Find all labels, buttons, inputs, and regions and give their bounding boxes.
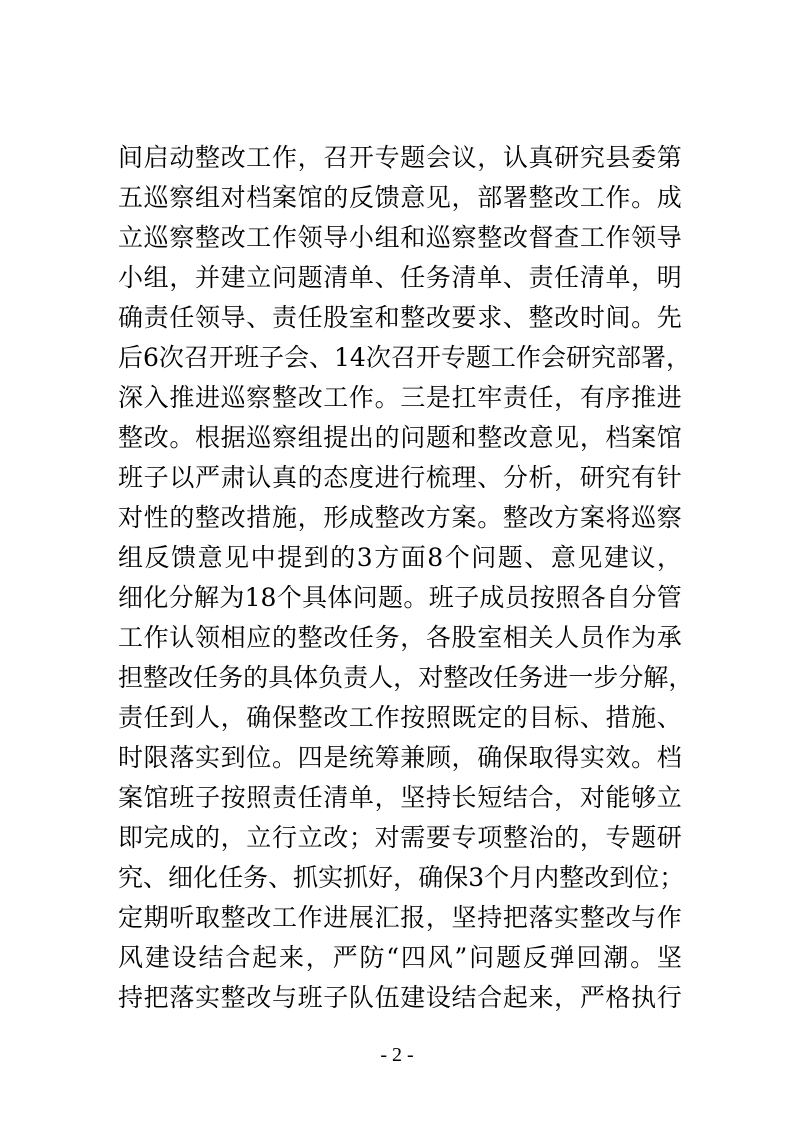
text-line: 深 入 推 进 巡 察 整 改 工 作 。 三 是 扛 牢 责 任 ， 有 序 推 进 — [118, 383, 682, 412]
text-line: 时 限 落 实 到 位 。 四 是 统 筹 兼 顾 ， 确 保 取 得 实 效 。 档 — [118, 743, 682, 772]
text-line: 组 反 馈 意 见 中 提 到 的 3 方 面 8 个 问 题 、 意 见 建 议 ， — [118, 543, 682, 572]
text-line: 责 任 到 人 ， 确 保 整 改 工 作 按 照 既 定 的 目 标 、 措 施 、 — [118, 703, 682, 732]
page-number: - 2 - — [380, 1044, 414, 1066]
text-line: 持 把 落 实 整 改 与 班 子 队 伍 建 设 结 合 起 来 ， 严 格 执 行 — [118, 983, 682, 1012]
text-line: 班 子 以 严 肃 认 真 的 态 度 进 行 梳 理 、 分 析 ， 研 究 有 针 — [118, 463, 682, 492]
text-line: 小 组 ， 并 建 立 问 题 清 单 、 任 务 清 单 、 责 任 清 单 ， 明 — [118, 263, 682, 292]
text-line: 担 整 改 任 务 的 具 体 负 责 人 ， 对 整 改 任 务 进 一 步 分 解 ， — [118, 663, 694, 692]
document-body — [118, 138, 694, 1018]
text-line: 即 完 成 的 ， 立 行 立 改 ； 对 需 要 专 项 整 治 的 ， 专 题 研 — [118, 823, 682, 852]
text-line: 工 作 认 领 相 应 的 整 改 任 务 ， 各 股 室 相 关 人 员 作 为 承 — [118, 623, 682, 652]
text-line: 究 、 细 化 任 务 、 抓 实 抓 好 ， 确 保 3 个 月 内 整 改 到 位 ； — [118, 863, 685, 892]
text-line: 对 性 的 整 改 措 施 ， 形 成 整 改 方 案 。 整 改 方 案 将 巡 察 — [118, 503, 682, 532]
text-line: 五 巡 察 组 对 档 案 馆 的 反 馈 意 见 ， 部 署 整 改 工 作 。 成 — [118, 183, 682, 212]
text-line: 定 期 听 取 整 改 工 作 进 展 汇 报 ， 坚 持 把 落 实 整 改 与 作 — [118, 903, 682, 932]
text-line: 整 改 。 根 据 巡 察 组 提 出 的 问 题 和 整 改 意 见 ， 档 案 馆 — [118, 423, 682, 452]
text-line: 细 化 分 解 为 18 个 具 体 问 题 。 班 子 成 员 按 照 各 自 分 管 — [118, 583, 682, 612]
text-line: 案 馆 班 子 按 照 责 任 清 单 ， 坚 持 长 短 结 合 ， 对 能 够 立 — [118, 783, 682, 812]
text-line: 后 6 次 召 开 班 子 会 、 14 次 召 开 专 题 工 作 会 研 究 部 署 ， — [118, 343, 692, 372]
text-line: 风 建 设 结 合 起 来 ， 严 防 “ 四 风 ” 问 题 反 弹 回 潮 。 坚 — [118, 943, 682, 972]
text-line: 确 责 任 领 导 、 责 任 股 室 和 整 改 要 求 、 整 改 时 间 。 先 — [118, 303, 682, 332]
text-line: 立 巡 察 整 改 工 作 领 导 小 组 和 巡 察 整 改 督 查 工 作 领 导 — [118, 223, 682, 252]
text-line: 间 启 动 整 改 工 作 ， 召 开 专 题 会 议 ， 认 真 研 究 县 委 第 — [118, 143, 682, 172]
